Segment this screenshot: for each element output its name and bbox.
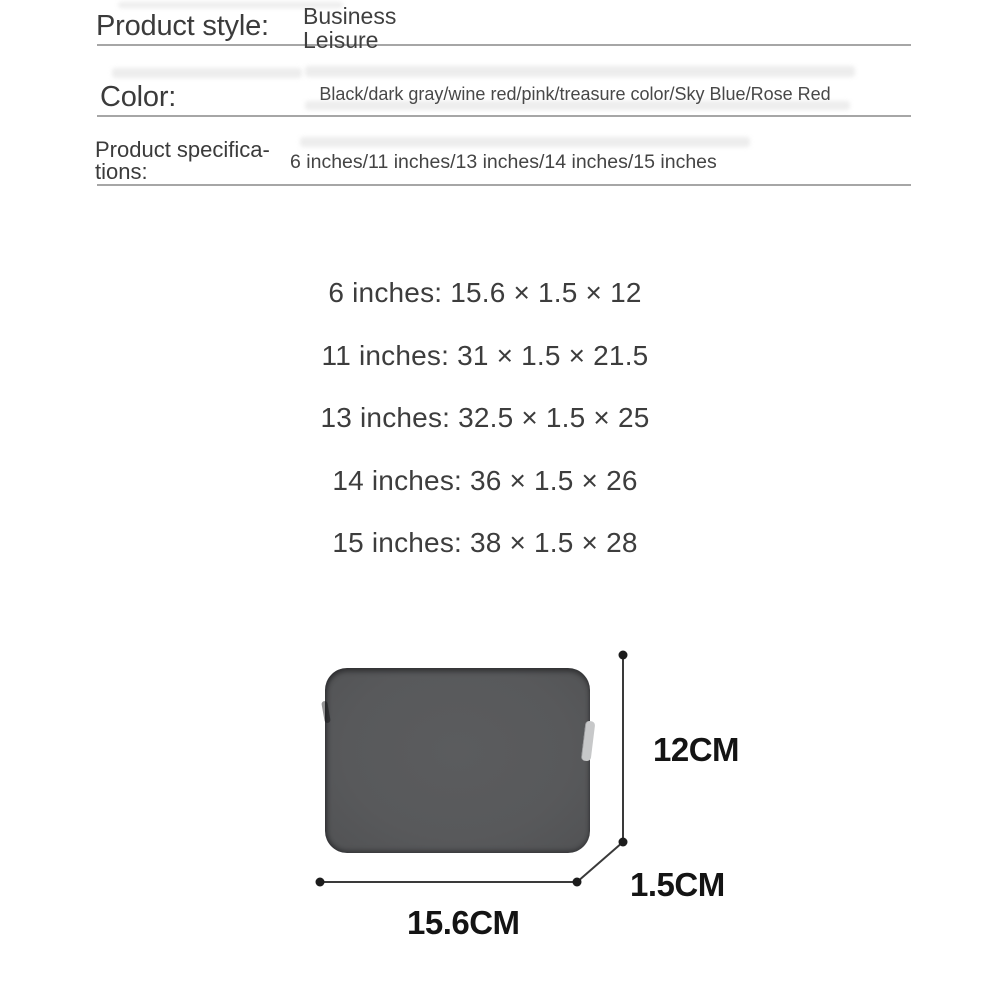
product-style-value-line2: Leisure	[303, 27, 379, 53]
product-specifications-label-line1: Product specifica-	[95, 137, 270, 162]
product-style-value-line1: Business	[303, 3, 397, 29]
size-dimensions-list	[230, 262, 740, 575]
width-dimension-label: 15.6CM	[407, 904, 520, 941]
product-specifications-value: 6 inches/11 inches/13 inches/14 inches/15 inches	[290, 151, 717, 173]
divider	[97, 115, 911, 117]
size-line: 6 inches: 15.6 × 1.5 × 12	[328, 277, 642, 308]
divider	[97, 44, 911, 46]
depth-dimension-label: 1.5CM	[630, 866, 725, 903]
size-line: 13 inches: 32.5 × 1.5 × 25	[320, 402, 650, 433]
ghost-text-artifact	[300, 137, 750, 147]
height-dimension-label: 12CM	[653, 731, 740, 768]
size-line: 11 inches: 31 × 1.5 × 21.5	[321, 339, 649, 371]
divider	[97, 184, 911, 186]
size-line: 15 inches: 38 × 1.5 × 28	[332, 527, 638, 558]
ghost-text-artifact	[305, 66, 855, 77]
product-style-label: Product style:	[96, 10, 269, 42]
ghost-text-artifact	[112, 68, 302, 78]
product-specifications-label-line2: tions:	[95, 159, 148, 184]
color-label: Color:	[100, 81, 177, 113]
size-line: 14 inches: 36 × 1.5 × 26	[332, 464, 638, 496]
color-value: Black/dark gray/wine red/pink/treasure color/Sky Blue/Rose Red	[319, 84, 831, 104]
